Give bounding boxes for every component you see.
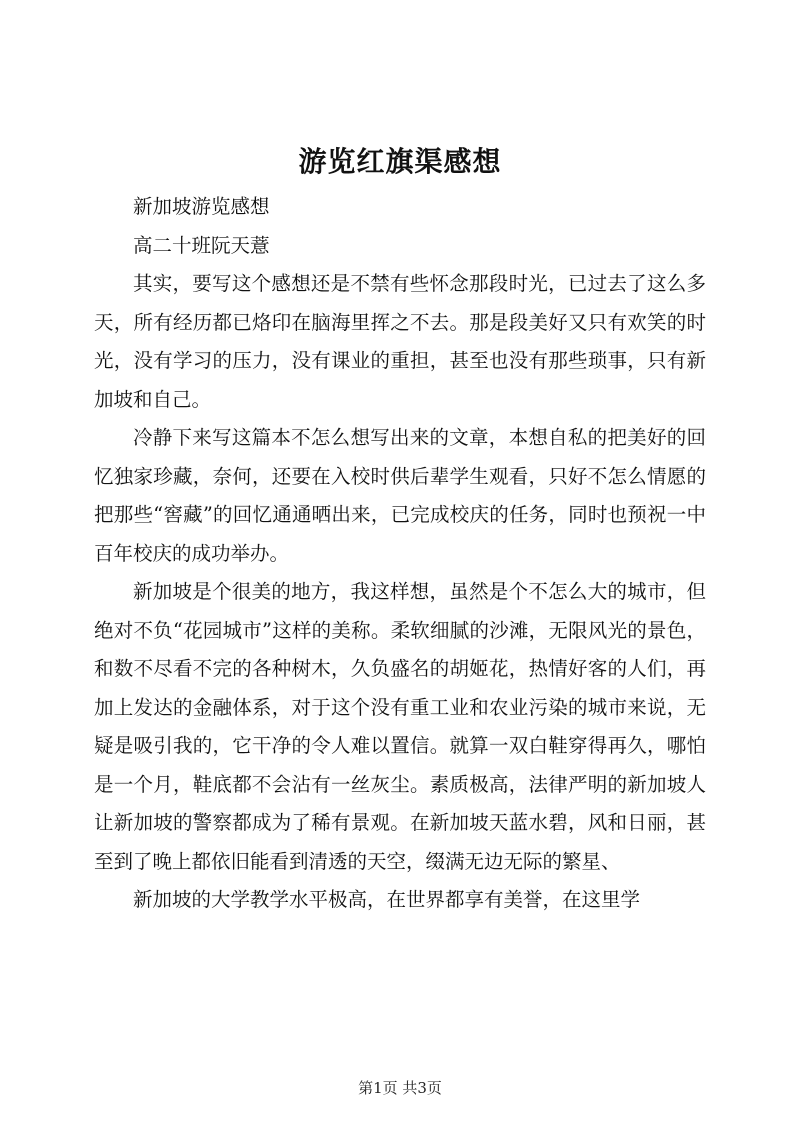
body-paragraph: 其实，要写这个感想还是不禁有些怀念那段时光，已过去了这么多天，所有经历都已烙印在脑海里挥之不去。那是段美好又只有欢笑的时光，没有学习的压力，没有课业的重担，甚至也没有那些琐事，只有新加坡和自己。 (94, 272, 706, 411)
body-paragraph: 新加坡是个很美的地方，我这样想，虽然是个不怎么大的城市，但绝对不负“花园城市”这样的美称。柔软细腻的沙滩，无限风光的景色，和数不尽看不完的各种树木，久负盛名的胡姬花，热情好客的人们，再加上发达的金融体系，对于这个没有重工业和农业污染的城市来说，无疑是吸引我的，它干净的令人难以置信。就算一双白鞋穿得再久，哪怕是一个月，鞋底都不会沾有一丝灰尘。素质极高，法律严明的新加坡人让新加坡的警察都成为了稀有景观。在新加坡天蓝水碧，风和日丽，甚至到了晚上都依旧能看到清透的天空，缀满无边无际的繁星、 (94, 580, 706, 873)
subtitle-paragraph: 新加坡游览感想 (133, 195, 270, 218)
page-number-footer: 第1页 共3页 (358, 1079, 442, 1097)
body-paragraph: 新加坡的大学教学水平极高，在世界都享有美誉，在这里学 (133, 888, 641, 911)
document-title: 游览红旗渠感想 (298, 145, 502, 178)
author-paragraph: 高二十班阮天薏 (133, 233, 270, 257)
document-body (94, 188, 706, 920)
body-paragraph: 冷静下来写这篇本不怎么想写出来的文章，本想自私的把美好的回忆独家珍藏，奈何，还要在入校时供后辈学生观看，只好不怎么情愿的把那些“窖藏”的回忆通通晒出来，已完成校庆的任务，同时也预祝一中百年校庆的成功举办。 (94, 426, 706, 565)
